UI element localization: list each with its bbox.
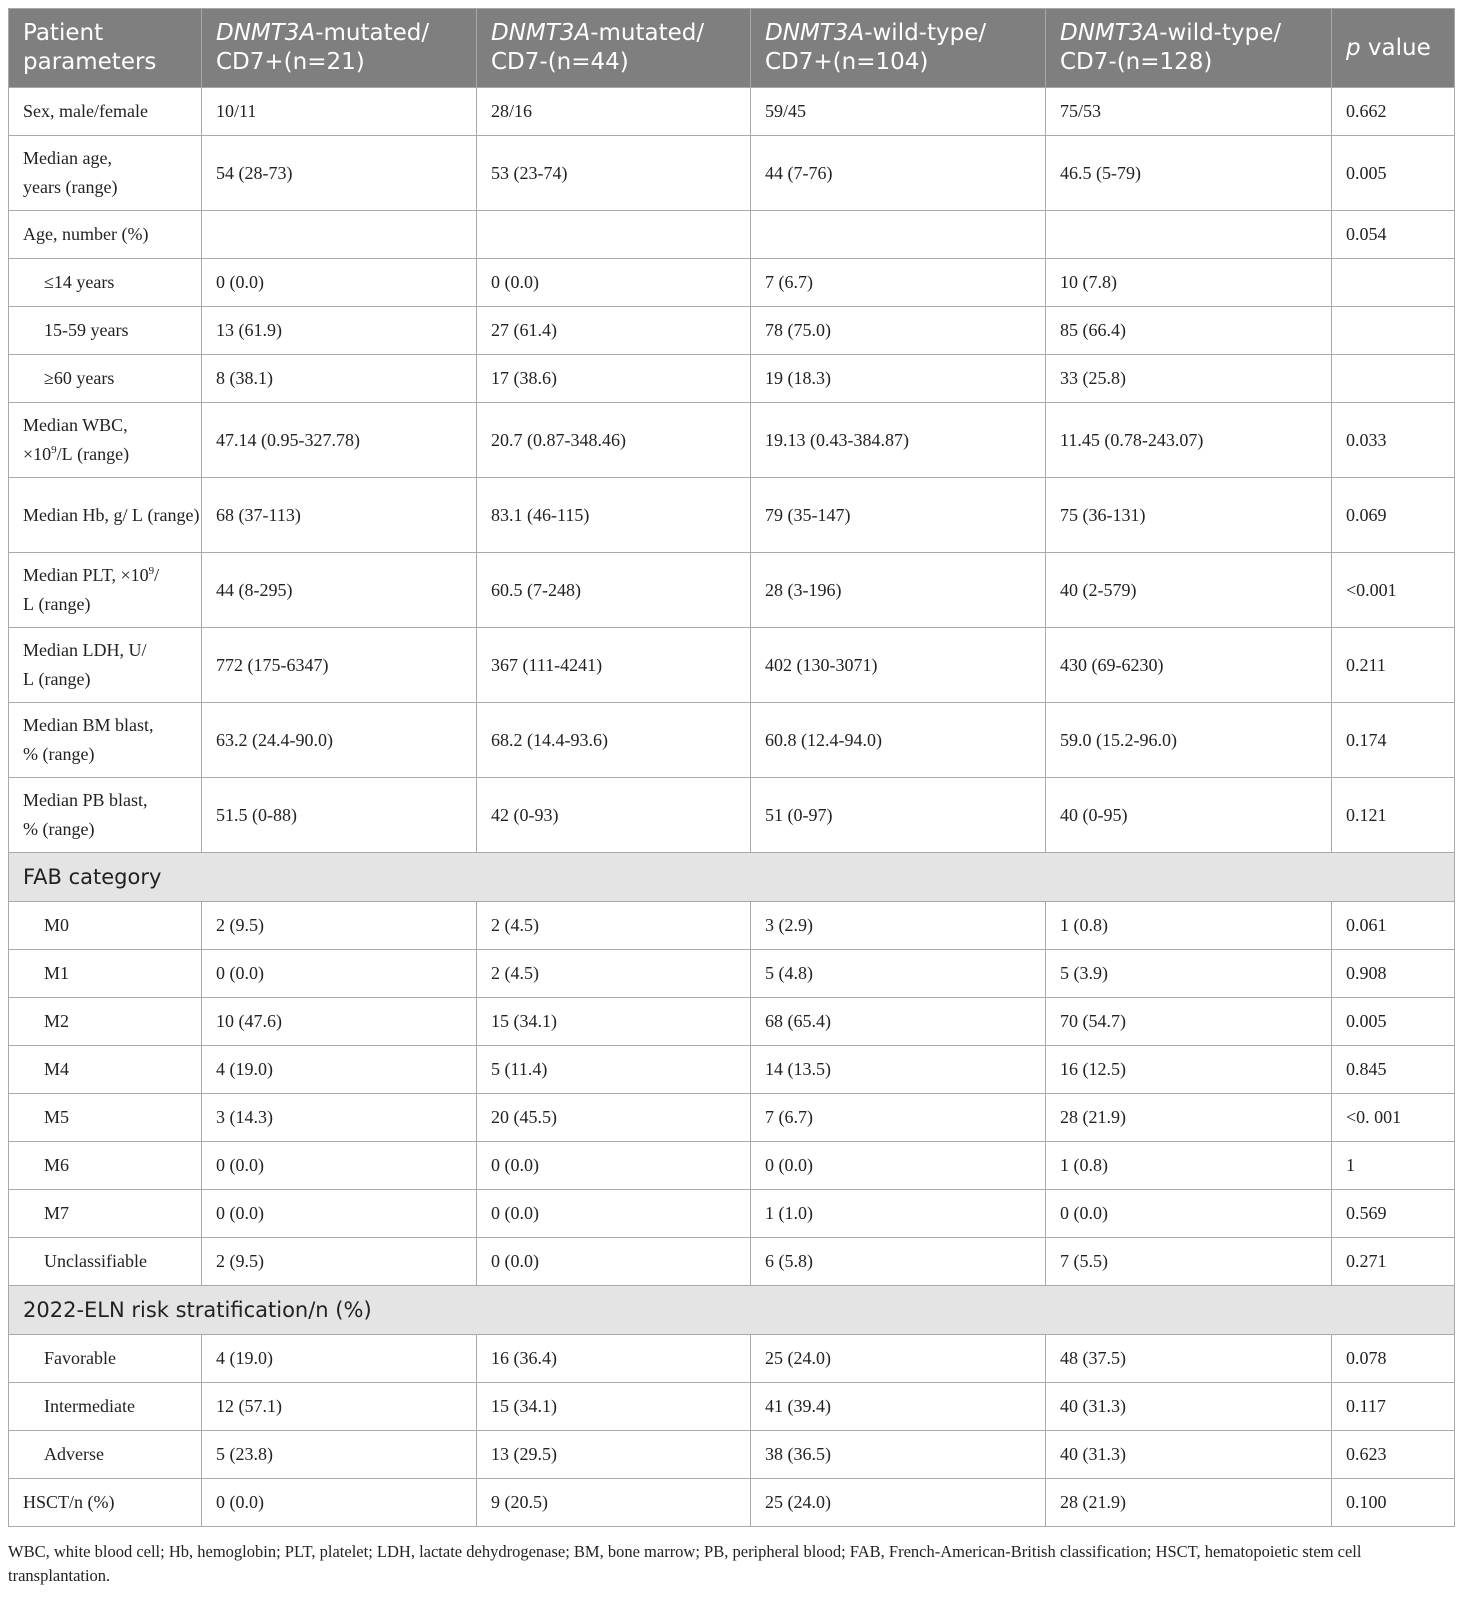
cell-label: M6 — [9, 1142, 202, 1190]
cell-p: 0.211 — [1332, 628, 1455, 703]
cell-p — [1332, 355, 1455, 403]
table-row — [9, 998, 1455, 1046]
cell-label: Favorable — [9, 1335, 202, 1383]
cell-label: ≥60 years — [9, 355, 202, 403]
table-row — [9, 553, 1455, 628]
cell-label: Median Hb, g/ L (range) — [9, 478, 202, 553]
cell: 44 (8-295) — [202, 553, 477, 628]
cell-p: 0.078 — [1332, 1335, 1455, 1383]
cell: 8 (38.1) — [202, 355, 477, 403]
cell: 2 (9.5) — [202, 902, 477, 950]
cell: 68 (37-113) — [202, 478, 477, 553]
table-row — [9, 403, 1455, 478]
table-row — [9, 1479, 1455, 1527]
cell: 10 (47.6) — [202, 998, 477, 1046]
cell: 2 (9.5) — [202, 1238, 477, 1286]
cell-label: Age, number (%) — [9, 211, 202, 259]
cell: 40 (2-579) — [1046, 553, 1332, 628]
cell: 40 (0-95) — [1046, 778, 1332, 853]
cell: 430 (69-6230) — [1046, 628, 1332, 703]
cell-p: 0.569 — [1332, 1190, 1455, 1238]
cell: 1 (0.8) — [1046, 1142, 1332, 1190]
cell-p: <0.001 — [1332, 553, 1455, 628]
cell-p: 0.845 — [1332, 1046, 1455, 1094]
header-gene: DNMT3A — [216, 20, 316, 46]
cell-p: 0.005 — [1332, 136, 1455, 211]
cell: 59/45 — [751, 88, 1046, 136]
section-title: FAB category — [9, 853, 1455, 902]
header-dnmt3a-mut-cd7neg — [477, 9, 751, 88]
cell: 13 (61.9) — [202, 307, 477, 355]
cell: 20.7 (0.87-348.46) — [477, 403, 751, 478]
cell: 5 (3.9) — [1046, 950, 1332, 998]
cell-label: 15-59 years — [9, 307, 202, 355]
cell: 11.45 (0.78-243.07) — [1046, 403, 1332, 478]
section-row-fab — [9, 853, 1455, 902]
cell-p: 0.033 — [1332, 403, 1455, 478]
cell: 78 (75.0) — [751, 307, 1046, 355]
cell: 17 (38.6) — [477, 355, 751, 403]
cell: 4 (19.0) — [202, 1335, 477, 1383]
cell-p: 0.908 — [1332, 950, 1455, 998]
cell-label: M5 — [9, 1094, 202, 1142]
cell-p: 0.054 — [1332, 211, 1455, 259]
cell: 2 (4.5) — [477, 950, 751, 998]
cell-p: 0.623 — [1332, 1431, 1455, 1479]
cell: 9 (20.5) — [477, 1479, 751, 1527]
table-row — [9, 902, 1455, 950]
cell: 68.2 (14.4-93.6) — [477, 703, 751, 778]
cell: 0 (0.0) — [202, 1190, 477, 1238]
label-part: /L (range) — [56, 444, 130, 464]
cell-label: Adverse — [9, 1431, 202, 1479]
cell — [751, 211, 1046, 259]
header-p-value — [1332, 9, 1455, 88]
cell: 10 (7.8) — [1046, 259, 1332, 307]
table-row — [9, 211, 1455, 259]
cell-p: 0.662 — [1332, 88, 1455, 136]
cell: 5 (23.8) — [202, 1431, 477, 1479]
cell: 3 (2.9) — [751, 902, 1046, 950]
cell: 40 (31.3) — [1046, 1431, 1332, 1479]
table-row — [9, 703, 1455, 778]
cell: 48 (37.5) — [1046, 1335, 1332, 1383]
table-row — [9, 1142, 1455, 1190]
table-row — [9, 1238, 1455, 1286]
cell: 44 (7-76) — [751, 136, 1046, 211]
header-label: Patient parameters — [23, 20, 157, 75]
cell-label: HSCT/n (%) — [9, 1479, 202, 1527]
cell: 1 (1.0) — [751, 1190, 1046, 1238]
cell-label: Sex, male/female — [9, 88, 202, 136]
header-label: -wild-type/ CD7+(n=104) — [765, 20, 987, 75]
cell: 15 (34.1) — [477, 998, 751, 1046]
header-gene: DNMT3A — [491, 20, 591, 46]
header-gene: DNMT3A — [1060, 20, 1160, 46]
cell: 12 (57.1) — [202, 1383, 477, 1431]
cell: 42 (0-93) — [477, 778, 751, 853]
header-label: value — [1367, 34, 1431, 61]
cell: 6 (5.8) — [751, 1238, 1046, 1286]
cell: 25 (24.0) — [751, 1479, 1046, 1527]
cell: 20 (45.5) — [477, 1094, 751, 1142]
cell: 772 (175-6347) — [202, 628, 477, 703]
table-row — [9, 355, 1455, 403]
cell: 5 (4.8) — [751, 950, 1046, 998]
cell-label: Median BM blast, % (range) — [9, 703, 202, 778]
cell: 83.1 (46-115) — [477, 478, 751, 553]
cell: 13 (29.5) — [477, 1431, 751, 1479]
cell: 3 (14.3) — [202, 1094, 477, 1142]
cell: 40 (31.3) — [1046, 1383, 1332, 1431]
section-row-eln — [9, 1286, 1455, 1335]
cell: 70 (54.7) — [1046, 998, 1332, 1046]
superscript: 9 — [51, 444, 57, 456]
cell: 60.5 (7-248) — [477, 553, 751, 628]
cell: 41 (39.4) — [751, 1383, 1046, 1431]
cell: 1 (0.8) — [1046, 902, 1332, 950]
cell-p: <0. 001 — [1332, 1094, 1455, 1142]
cell-p — [1332, 307, 1455, 355]
header-gene: DNMT3A — [765, 20, 865, 46]
fab-rows — [9, 902, 1455, 1286]
cell: 47.14 (0.95-327.78) — [202, 403, 477, 478]
label-part: Median PLT, ×10 — [23, 565, 149, 585]
cell-label: M1 — [9, 950, 202, 998]
cell-p: 0.005 — [1332, 998, 1455, 1046]
header-label: -wild-type/ CD7-(n=128) — [1060, 20, 1282, 75]
cell: 0 (0.0) — [477, 259, 751, 307]
table-container — [8, 8, 1452, 1527]
cell: 0 (0.0) — [202, 1479, 477, 1527]
cell: 0 (0.0) — [477, 1190, 751, 1238]
table-row — [9, 628, 1455, 703]
header-dnmt3a-mut-cd7pos — [202, 9, 477, 88]
cell: 0 (0.0) — [202, 950, 477, 998]
cell: 16 (12.5) — [1046, 1046, 1332, 1094]
cell: 53 (23-74) — [477, 136, 751, 211]
cell: 27 (61.4) — [477, 307, 751, 355]
cell-p — [1332, 259, 1455, 307]
cell — [1046, 211, 1332, 259]
cell: 38 (36.5) — [751, 1431, 1046, 1479]
cell: 59.0 (15.2-96.0) — [1046, 703, 1332, 778]
cell: 0 (0.0) — [477, 1142, 751, 1190]
table-row — [9, 136, 1455, 211]
patient-characteristics-table — [8, 8, 1455, 1527]
table-row — [9, 478, 1455, 553]
cell: 0 (0.0) — [477, 1238, 751, 1286]
cell: 33 (25.8) — [1046, 355, 1332, 403]
cell: 2 (4.5) — [477, 902, 751, 950]
cell-label — [9, 403, 202, 478]
cell-label: Median PB blast, % (range) — [9, 778, 202, 853]
cell: 16 (36.4) — [477, 1335, 751, 1383]
table-row — [9, 1335, 1455, 1383]
label-part: Median WBC, ×10 — [23, 415, 128, 464]
cell: 7 (6.7) — [751, 1094, 1046, 1142]
cell-p: 0.061 — [1332, 902, 1455, 950]
table-row — [9, 307, 1455, 355]
table-footnote: WBC, white blood cell; Hb, hemoglobin; PLT, platelet; LDH, lactate dehydrogenase; BM, bone marrow; PB, peripheral blood; FAB, French-American-British classification; HSCT, hematopoietic stem cell transplantation. — [8, 1542, 1362, 1585]
table-row — [9, 1094, 1455, 1142]
cell: 7 (6.7) — [751, 259, 1046, 307]
cell: 4 (19.0) — [202, 1046, 477, 1094]
table-row — [9, 88, 1455, 136]
cell: 63.2 (24.4-90.0) — [202, 703, 477, 778]
header-dnmt3a-wt-cd7pos — [751, 9, 1046, 88]
cell-p: 0.174 — [1332, 703, 1455, 778]
cell: 7 (5.5) — [1046, 1238, 1332, 1286]
cell: 79 (35-147) — [751, 478, 1046, 553]
cell: 10/11 — [202, 88, 477, 136]
cell-label: M2 — [9, 998, 202, 1046]
cell: 28/16 — [477, 88, 751, 136]
cell-label: Unclassifiable — [9, 1238, 202, 1286]
section-title: 2022-ELN risk stratification/n (%) — [9, 1286, 1455, 1335]
cell-label — [9, 553, 202, 628]
table-row — [9, 1190, 1455, 1238]
cell-label: M0 — [9, 902, 202, 950]
cell-label: Median LDH, U/ L (range) — [9, 628, 202, 703]
cell: 5 (11.4) — [477, 1046, 751, 1094]
cell: 25 (24.0) — [751, 1335, 1046, 1383]
header-p: p — [1346, 34, 1361, 61]
header-label: -mutated/ CD7-(n=44) — [491, 20, 705, 75]
table-row — [9, 1431, 1455, 1479]
cell: 85 (66.4) — [1046, 307, 1332, 355]
cell: 0 (0.0) — [202, 259, 477, 307]
cell: 402 (130-3071) — [751, 628, 1046, 703]
cell-label: M7 — [9, 1190, 202, 1238]
cell: 14 (13.5) — [751, 1046, 1046, 1094]
cell-p: 0.100 — [1332, 1479, 1455, 1527]
header-dnmt3a-wt-cd7neg — [1046, 9, 1332, 88]
cell-p: 0.121 — [1332, 778, 1455, 853]
cell: 75/53 — [1046, 88, 1332, 136]
cell: 75 (36-131) — [1046, 478, 1332, 553]
cell-p: 0.117 — [1332, 1383, 1455, 1431]
cell: 0 (0.0) — [202, 1142, 477, 1190]
table-row — [9, 1383, 1455, 1431]
cell: 367 (111-4241) — [477, 628, 751, 703]
cell — [477, 211, 751, 259]
cell: 28 (21.9) — [1046, 1094, 1332, 1142]
cell-label: Intermediate — [9, 1383, 202, 1431]
cell: 19.13 (0.43-384.87) — [751, 403, 1046, 478]
cell: 28 (21.9) — [1046, 1479, 1332, 1527]
cell: 54 (28-73) — [202, 136, 477, 211]
header-row — [9, 9, 1455, 88]
cell: 51.5 (0-88) — [202, 778, 477, 853]
table-row — [9, 950, 1455, 998]
cell — [202, 211, 477, 259]
cell: 60.8 (12.4-94.0) — [751, 703, 1046, 778]
label-part: / L (range) — [23, 565, 160, 614]
table-row — [9, 778, 1455, 853]
cell-p: 0.271 — [1332, 1238, 1455, 1286]
table-row — [9, 259, 1455, 307]
table-row — [9, 1046, 1455, 1094]
cell-p: 0.069 — [1332, 478, 1455, 553]
eln-rows — [9, 1335, 1455, 1479]
cell-p: 1 — [1332, 1142, 1455, 1190]
cell-label: Median age, years (range) — [9, 136, 202, 211]
cell: 46.5 (5-79) — [1046, 136, 1332, 211]
cell: 28 (3-196) — [751, 553, 1046, 628]
cell: 51 (0-97) — [751, 778, 1046, 853]
cell-label: ≤14 years — [9, 259, 202, 307]
cell: 0 (0.0) — [1046, 1190, 1332, 1238]
header-patient-parameters — [9, 9, 202, 88]
cell: 0 (0.0) — [751, 1142, 1046, 1190]
cell: 15 (34.1) — [477, 1383, 751, 1431]
header-label: -mutated/ CD7+(n=21) — [216, 20, 430, 75]
cell-label: M4 — [9, 1046, 202, 1094]
cell: 19 (18.3) — [751, 355, 1046, 403]
cell: 68 (65.4) — [751, 998, 1046, 1046]
superscript: 9 — [148, 565, 155, 577]
